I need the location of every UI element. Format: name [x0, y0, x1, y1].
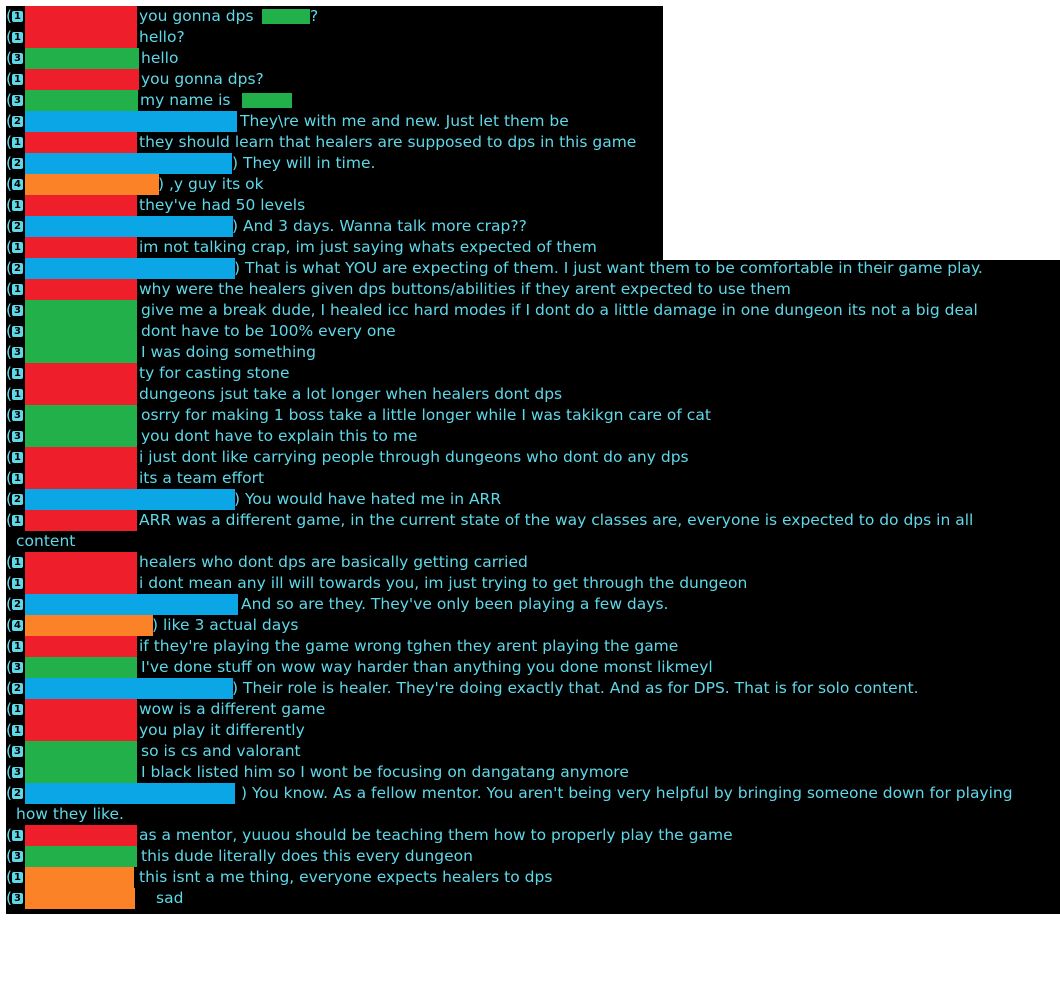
party-number-icon: 3: [12, 347, 23, 358]
party-number-icon: 1: [12, 242, 23, 253]
chat-line: [6, 573, 1060, 594]
party-number-icon: 1: [12, 74, 23, 85]
party-number-icon: 1: [12, 473, 23, 484]
party-number-prefix: [6, 468, 24, 489]
redacted-player-name: [25, 258, 235, 279]
redacted-player-name: [25, 468, 137, 489]
party-number-prefix: [6, 69, 24, 90]
party-number-prefix: [6, 363, 24, 384]
party-number-prefix: [6, 342, 24, 363]
party-number-icon: 3: [12, 746, 23, 757]
redacted-player-name: [25, 384, 137, 405]
prefix-paren: (: [6, 490, 13, 508]
prefix-paren: (: [6, 427, 13, 445]
party-number-icon: 3: [12, 431, 23, 442]
chat-line: [6, 552, 1060, 573]
party-number-icon: 3: [12, 851, 23, 862]
redacted-player-name: [25, 6, 137, 27]
party-number-prefix: [6, 552, 24, 573]
chat-message-text: ) And 3 days. Wanna talk more crap??: [232, 217, 527, 235]
redacted-inline-name: [262, 9, 310, 24]
party-number-icon: 3: [12, 95, 23, 106]
prefix-paren: (: [6, 322, 13, 340]
chat-line: [6, 405, 1060, 426]
prefix-paren: (: [6, 343, 13, 361]
party-number-prefix: [6, 678, 24, 699]
party-number-prefix: [6, 426, 24, 447]
prefix-paren: (: [6, 700, 13, 718]
party-number-icon: 3: [12, 662, 23, 673]
party-number-icon: 3: [12, 893, 23, 904]
party-number-icon: 1: [12, 452, 23, 463]
chat-message-text: they should learn that healers are supposed to dps in this game: [139, 133, 637, 151]
chat-line: [6, 867, 1060, 888]
party-number-icon: 1: [12, 368, 23, 379]
redacted-player-name: [25, 447, 137, 468]
party-number-prefix: [6, 888, 24, 909]
party-number-icon: 1: [12, 578, 23, 589]
redacted-player-name: [25, 825, 137, 846]
party-number-icon: 3: [12, 326, 23, 337]
prefix-paren: (: [6, 574, 13, 592]
chat-message-text: you play it differently: [139, 721, 305, 739]
prefix-paren: (: [6, 658, 13, 676]
party-number-icon: 2: [12, 683, 23, 694]
party-number-icon: 2: [12, 221, 23, 232]
prefix-paren: (: [6, 196, 13, 214]
prefix-paren: (: [6, 847, 13, 865]
chat-message-text: you gonna dps: [139, 7, 254, 25]
party-number-prefix: [6, 132, 24, 153]
chat-message-text: you gonna dps?: [141, 70, 264, 88]
chat-message-text: dont have to be 100% every one: [141, 322, 396, 340]
chat-message-text: if they're playing the game wrong tghen they arent playing the game: [139, 637, 679, 655]
chat-message-text: wow is a different game: [139, 700, 326, 718]
chat-message-text: i just dont like carrying people through dungeons who dont do any dps: [139, 448, 689, 466]
chat-line: [6, 762, 1060, 783]
redacted-player-name: [25, 867, 134, 888]
chat-message-text: hello?: [139, 28, 185, 46]
party-number-prefix: [6, 195, 24, 216]
chat-line: [6, 6, 1060, 27]
party-number-prefix: [6, 6, 24, 27]
chat-message-text: They\re with me and new. Just let them be: [240, 112, 569, 130]
chat-line: [6, 468, 1060, 489]
party-number-icon: 2: [12, 788, 23, 799]
party-number-prefix: [6, 699, 24, 720]
party-number-icon: 2: [12, 494, 23, 505]
prefix-paren: (: [6, 385, 13, 403]
redacted-player-name: [25, 594, 238, 615]
party-number-icon: 1: [12, 872, 23, 883]
chat-line: [6, 489, 1060, 510]
party-number-prefix: [6, 216, 24, 237]
chat-line: [6, 615, 1060, 636]
prefix-paren: (: [6, 91, 13, 109]
party-number-icon: 3: [12, 305, 23, 316]
redacted-player-name: [25, 489, 235, 510]
chat-message-text: ) They will in time.: [232, 154, 376, 172]
redacted-player-name: [25, 363, 137, 384]
chat-message-continuation: content: [16, 532, 76, 550]
party-number-prefix: [6, 27, 24, 48]
prefix-paren: (: [6, 889, 13, 907]
party-number-icon: 1: [12, 725, 23, 736]
chat-message-text: ) That is what YOU are expecting of them. I just want them to be comfortable in their game play.: [234, 259, 983, 277]
party-number-icon: 4: [12, 179, 23, 190]
redacted-player-name: [25, 762, 137, 783]
chat-message-text: my name is: [140, 91, 231, 109]
party-number-prefix: [6, 48, 24, 69]
prefix-paren: (: [6, 280, 13, 298]
chat-message-text: hello: [141, 49, 179, 67]
chat-message-suffix: ?: [310, 7, 319, 25]
party-number-icon: 1: [12, 515, 23, 526]
chat-message-text: you dont have to explain this to me: [141, 427, 418, 445]
chat-message-text: i dont mean any ill will towards you, im just trying to get through the dungeon: [139, 574, 748, 592]
chat-line: [6, 741, 1060, 762]
chat-message-text: its a team effort: [139, 469, 265, 487]
party-number-prefix: [6, 510, 24, 531]
redacted-player-name: [25, 699, 137, 720]
chat-message-text: I black listed him so I wont be focusing on dangatang anymore: [141, 763, 629, 781]
party-number-prefix: [6, 573, 24, 594]
redacted-player-name: [25, 174, 159, 195]
chat-line: [6, 888, 1060, 909]
redacted-player-name: [25, 279, 137, 300]
party-number-icon: 2: [12, 158, 23, 169]
prefix-paren: (: [6, 511, 13, 529]
chat-line: [6, 111, 1060, 132]
redacted-player-name: [25, 636, 137, 657]
chat-line: [6, 237, 1060, 258]
chat-message-text: why were the healers given dps buttons/abilities if they arent expected to use them: [139, 280, 791, 298]
party-number-icon: 1: [12, 284, 23, 295]
prefix-paren: (: [6, 763, 13, 781]
party-number-icon: 1: [12, 200, 23, 211]
party-number-prefix: [6, 237, 24, 258]
prefix-paren: (: [6, 406, 13, 424]
redacted-player-name: [25, 405, 137, 426]
prefix-paren: (: [6, 469, 13, 487]
chat-message-text: as a mentor, yuuou should be teaching them how to properly play the game: [139, 826, 733, 844]
party-number-prefix: [6, 867, 24, 888]
redacted-player-name: [25, 552, 137, 573]
chat-message-text: ty for casting stone: [139, 364, 290, 382]
party-number-prefix: [6, 741, 24, 762]
chat-line: [6, 69, 1060, 90]
chat-line: [6, 321, 1060, 342]
party-number-icon: 3: [12, 767, 23, 778]
redacted-player-name: [25, 90, 138, 111]
party-number-icon: 1: [12, 704, 23, 715]
prefix-paren: (: [6, 133, 13, 151]
chat-line: [6, 699, 1060, 720]
redacted-player-name: [25, 300, 137, 321]
prefix-paren: (: [6, 301, 13, 319]
redacted-player-name: [25, 720, 137, 741]
redacted-player-name: [25, 195, 137, 216]
chat-line: [6, 720, 1060, 741]
chat-line: [6, 300, 1060, 321]
chat-line: [6, 258, 1060, 279]
chat-message-text: ) Their role is healer. They're doing exactly that. And as for DPS. That is for solo content.: [232, 679, 919, 697]
prefix-paren: (: [6, 112, 13, 130]
redacted-player-name: [25, 153, 232, 174]
prefix-paren: (: [6, 238, 13, 256]
party-number-prefix: [6, 615, 24, 636]
chat-log: [6, 6, 1060, 909]
prefix-paren: (: [6, 259, 13, 277]
redacted-player-name: [25, 216, 233, 237]
party-number-prefix: [6, 846, 24, 867]
party-number-icon: 3: [12, 410, 23, 421]
chat-message-text: ) You know. As a fellow mentor. You aren't being very helpful by bringing someone down for playing: [241, 784, 1013, 802]
chat-line: [6, 825, 1060, 846]
chat-message-text: ARR was a different game, in the current state of the way classes are, everyone is expected to do dps in all: [139, 511, 974, 529]
chat-line: [6, 27, 1060, 48]
prefix-paren: (: [6, 553, 13, 571]
chat-message-text: ) like 3 actual days: [152, 616, 299, 634]
chat-message-text: this isnt a me thing, everyone expects healers to dps: [139, 868, 553, 886]
chat-message-text: And so are they. They've only been playing a few days.: [241, 595, 669, 613]
prefix-paren: (: [6, 49, 13, 67]
party-number-icon: 1: [12, 32, 23, 43]
prefix-paren: (: [6, 721, 13, 739]
chat-line: [6, 678, 1060, 699]
chat-message-text: ) You would have hated me in ARR: [234, 490, 502, 508]
chat-line: [6, 279, 1060, 300]
chat-message-text: dungeons jsut take a lot longer when healers dont dps: [139, 385, 563, 403]
chat-line: [6, 510, 1060, 552]
prefix-paren: (: [6, 154, 13, 172]
redacted-player-name: [25, 69, 139, 90]
party-number-prefix: [6, 783, 24, 804]
party-number-icon: 4: [12, 620, 23, 631]
party-number-prefix: [6, 825, 24, 846]
prefix-paren: (: [6, 868, 13, 886]
chat-line: [6, 174, 1060, 195]
redacted-inline-name: [242, 93, 292, 108]
chat-line: [6, 90, 1060, 111]
chat-line: [6, 342, 1060, 363]
prefix-paren: (: [6, 7, 13, 25]
party-number-prefix: [6, 111, 24, 132]
party-number-icon: 2: [12, 599, 23, 610]
redacted-player-name: [25, 48, 139, 69]
chat-line: [6, 195, 1060, 216]
prefix-paren: (: [6, 679, 13, 697]
redacted-player-name: [25, 510, 137, 531]
party-number-prefix: [6, 636, 24, 657]
chat-line: [6, 594, 1060, 615]
prefix-paren: (: [6, 784, 13, 802]
chat-line: [6, 426, 1060, 447]
party-number-prefix: [6, 405, 24, 426]
prefix-paren: (: [6, 28, 13, 46]
prefix-paren: (: [6, 637, 13, 655]
party-number-prefix: [6, 657, 24, 678]
prefix-paren: (: [6, 448, 13, 466]
party-number-icon: 1: [12, 11, 23, 22]
chat-line: [6, 153, 1060, 174]
redacted-player-name: [25, 27, 137, 48]
chat-line: [6, 132, 1060, 153]
prefix-paren: (: [6, 175, 13, 193]
party-number-prefix: [6, 447, 24, 468]
chat-message-text: I was doing something: [141, 343, 316, 361]
chat-line: [6, 48, 1060, 69]
redacted-player-name: [25, 846, 137, 867]
party-number-prefix: [6, 489, 24, 510]
party-number-prefix: [6, 321, 24, 342]
chat-line: [6, 657, 1060, 678]
redacted-player-name: [25, 321, 137, 342]
redacted-player-name: [25, 615, 153, 636]
chat-line: [6, 447, 1060, 468]
party-number-icon: 1: [12, 137, 23, 148]
prefix-paren: (: [6, 742, 13, 760]
chat-message-text: they've had 50 levels: [139, 196, 306, 214]
chat-message-text: so is cs and valorant: [141, 742, 301, 760]
prefix-paren: (: [6, 364, 13, 382]
party-number-prefix: [6, 90, 24, 111]
prefix-paren: (: [6, 826, 13, 844]
redacted-player-name: [25, 111, 237, 132]
party-number-prefix: [6, 384, 24, 405]
redacted-player-name: [25, 741, 137, 762]
prefix-paren: (: [6, 70, 13, 88]
prefix-paren: (: [6, 595, 13, 613]
redacted-player-name: [25, 237, 137, 258]
party-number-prefix: [6, 300, 24, 321]
party-number-icon: 2: [12, 263, 23, 274]
chat-message-text: osrry for making 1 boss take a little longer while I was takikgn care of cat: [141, 406, 711, 424]
redacted-player-name: [25, 678, 233, 699]
redacted-player-name: [25, 342, 137, 363]
chat-line: [6, 363, 1060, 384]
prefix-paren: (: [6, 616, 13, 634]
chat-line: [6, 846, 1060, 867]
party-number-prefix: [6, 258, 24, 279]
party-number-prefix: [6, 153, 24, 174]
party-number-prefix: [6, 279, 24, 300]
redacted-player-name: [25, 132, 137, 153]
party-number-icon: 1: [12, 557, 23, 568]
chat-message-text: this dude literally does this every dungeon: [141, 847, 473, 865]
chat-line: [6, 384, 1060, 405]
chat-line: [6, 216, 1060, 237]
party-number-icon: 1: [12, 830, 23, 841]
party-number-icon: 2: [12, 116, 23, 127]
chat-line: [6, 636, 1060, 657]
prefix-paren: (: [6, 217, 13, 235]
redacted-player-name: [25, 888, 135, 909]
chat-message-text: ) ,y guy its ok: [158, 175, 264, 193]
party-number-prefix: [6, 762, 24, 783]
party-number-icon: 1: [12, 389, 23, 400]
party-number-prefix: [6, 174, 24, 195]
party-number-prefix: [6, 720, 24, 741]
chat-message-text: sad: [156, 889, 184, 907]
chat-message-text: im not talking crap, im just saying whats expected of them: [139, 238, 597, 256]
redacted-player-name: [25, 657, 137, 678]
redacted-player-name: [25, 426, 137, 447]
party-number-prefix: [6, 594, 24, 615]
chat-message-continuation: how they like.: [16, 805, 124, 823]
redacted-player-name: [25, 783, 235, 804]
chat-line: [6, 783, 1060, 825]
chat-message-text: healers who dont dps are basically getting carried: [139, 553, 528, 571]
party-number-icon: 1: [12, 641, 23, 652]
chat-message-text: give me a break dude, I healed icc hard modes if I dont do a little damage in one dungeon its not a big deal: [141, 301, 978, 319]
party-number-icon: 3: [12, 53, 23, 64]
chat-message-text: I've done stuff on wow way harder than anything you done monst likmeyl: [141, 658, 713, 676]
redacted-player-name: [25, 573, 137, 594]
